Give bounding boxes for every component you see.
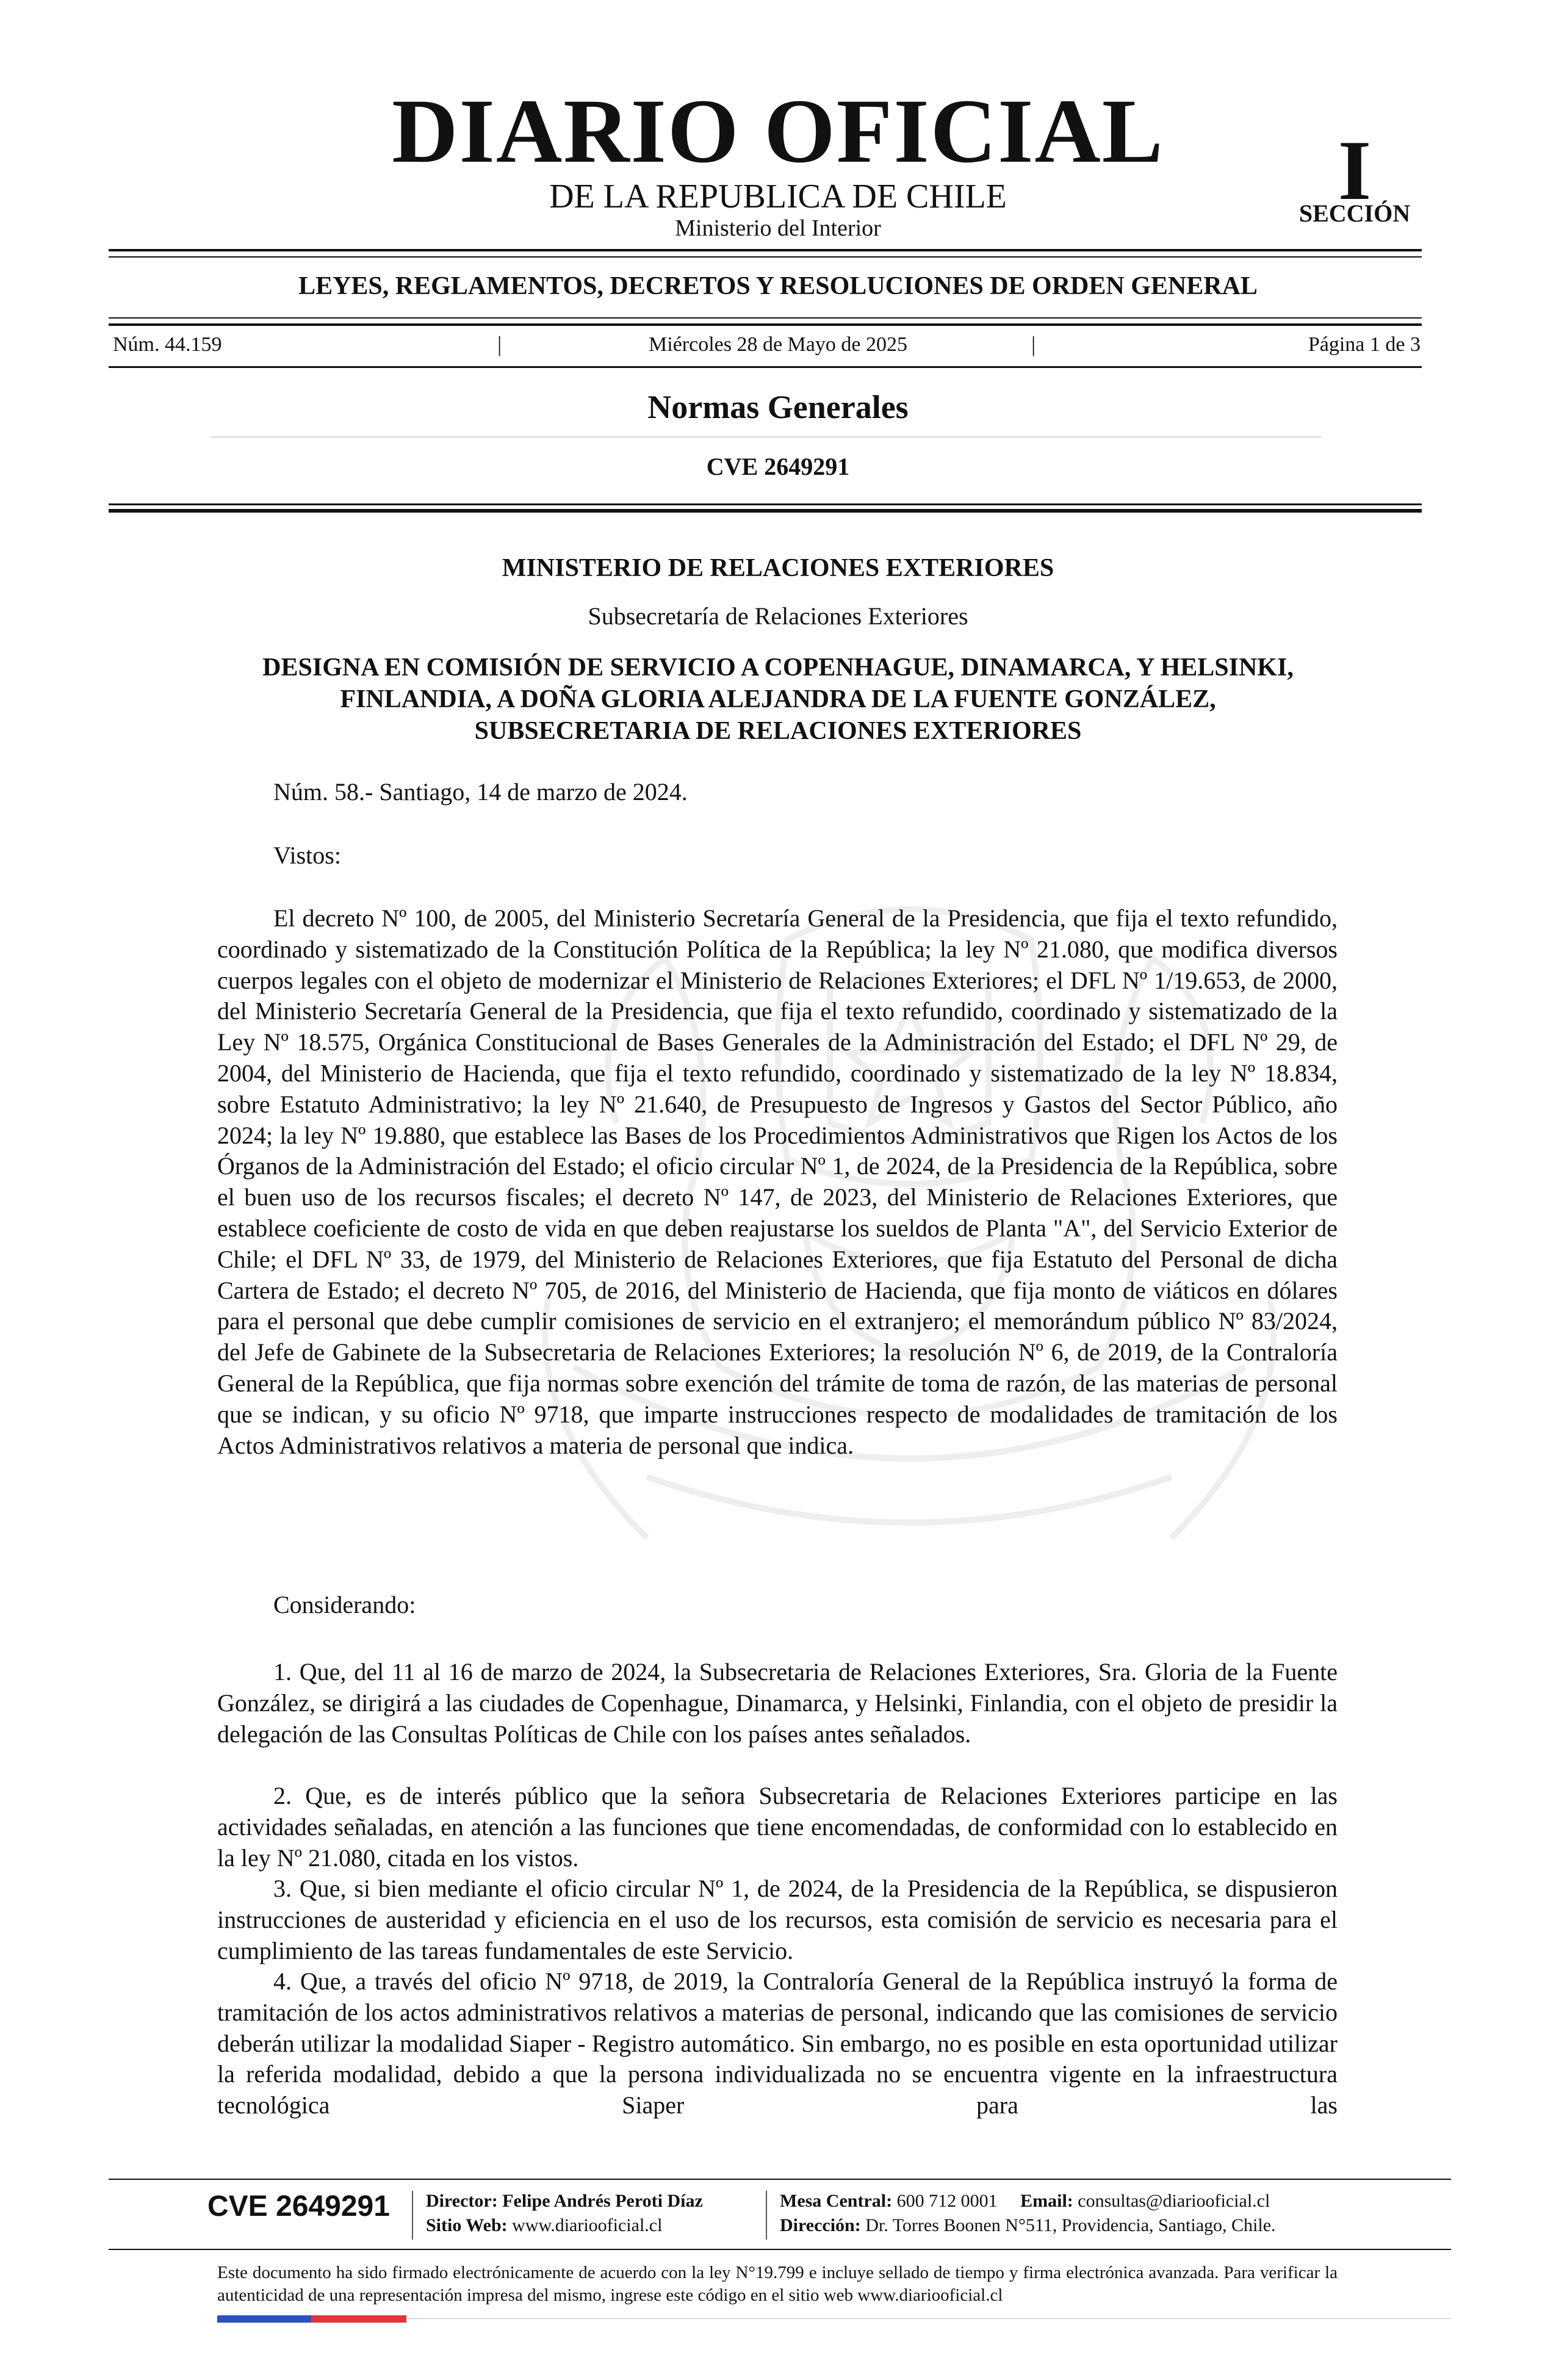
address-value: Dr. Torres Boonen N°511, Providencia, Santiago, Chile. — [865, 2215, 1276, 2235]
cve-code: CVE 2649291 — [706, 453, 850, 480]
website-link[interactable]: www.diariooficial.cl — [512, 2215, 663, 2235]
phone-value: 600 712 0001 — [896, 2191, 998, 2211]
decree-title: DESIGNA EN COMISIÓN DE SERVICIO A COPENHAGUE, DINAMARCA, Y HELSINKI, FINLANDIA, A DOÑA GLORIA ALEJANDRA DE LA FUENTE GONZÁLEZ, SUBSECRETARIA DE RELACIONES EXTERIORES — [262, 654, 1294, 746]
footer-separator — [412, 2191, 413, 2240]
considerando-paragraph: 3. Que, si bien mediante el oficio circular Nº 1, de 2024, de la Presidencia de la República, se dispusieron instrucciones de austeridad y eficiencia en el uso de los recursos, esta comisión de servicio es necesaria para el cumplimiento de las tareas fundamentales de este Servicio. — [217, 1875, 1338, 1964]
considerando-heading: Considerando: — [273, 1591, 416, 1618]
header-rule-thick — [109, 509, 1422, 513]
director-name: Felipe Andrés Peroti Díaz — [502, 2191, 703, 2211]
page-indicator: Página 1 de 3 — [1308, 333, 1421, 356]
email-link[interactable]: consultas@diariooficial.cl — [1078, 2191, 1270, 2211]
footer-website — [426, 2216, 662, 2235]
info-separator: | — [497, 332, 502, 356]
footer-address — [780, 2216, 1276, 2235]
masthead-rule-thin — [109, 256, 1422, 258]
flag-stripe-red — [311, 2315, 406, 2323]
footer-director — [426, 2192, 703, 2210]
category-banner: LEYES, REGLAMENTOS, DECRETOS Y RESOLUCIONES DE ORDEN GENERAL — [298, 272, 1258, 300]
footer-separator — [766, 2191, 767, 2240]
considerando-paragraph: 4. Que, a través del oficio Nº 9718, de 2019, la Contraloría General de la República instruyó la forma de tramitación de los actos administrativos relativos a materias de personal, indicando que las comisiones de servicio deberán utilizar la modalidad Siaper - Registro automático. Sin embargo, no es posible en esta oportunidad utilizar la referida modalidad, debido a que la persona individualizada no se encuentra vigente en la infraestructura tecnológica Siaper para las — [217, 1967, 1338, 2119]
director-label: Director: — [426, 2191, 498, 2211]
phone-label: Mesa Central: — [780, 2191, 893, 2211]
flag-rule — [406, 2318, 1451, 2319]
section-divider — [211, 436, 1321, 438]
vistos-heading: Vistos: — [273, 842, 341, 869]
subsecretariat: Subsecretaría de Relaciones Exteriores — [588, 602, 968, 630]
masthead-subtitle: DE LA REPUBLICA DE CHILE — [549, 178, 1007, 215]
vistos-paragraph: El decreto Nº 100, de 2005, del Ministerio Secretaría General de la Presidencia, que fija el texto refundido, coordinado y sistematizado de la Constitución Política de la República; la ley Nº 21.080, que modifica diversos cuerpos legales con el objeto de modernizar el Ministerio de Relaciones Exteriores; el DFL Nº 1/19.653, de 2000, del Ministerio Secretaría General de la Presidencia, que fija el texto refundido, coordinado y sistematizado de la Ley Nº 18.575, Orgánica Constitucional de Bases Generales de la Administración del Estado; el DFL Nº 29, de 2004, del Ministerio de Hacienda, que fija el texto refundido, coordinado y sistematizado de la ley Nº 18.834, sobre Estatuto Administrativo; la ley Nº 21.640, de Presupuesto de Ingresos y Gastos del Sector Público, año 2024; la ley Nº 19.880, que establece las Bases de los Procedimientos Administrativos que Rigen los Actos de los Órganos de la Administración del Estado; el oficio circular Nº 1, de 2024, de la Presidencia de la República, sobre el buen uso de los recursos fiscales; el decreto Nº 147, de 2023, del Ministerio de Relaciones Exteriores, que establece coeficiente de costo de vida en que deben reajustarse los sueldos de Planta "A", del Servicio Exterior de Chile; el DFL Nº 33, de 1979, del Ministerio de Relaciones Exteriores, que fija Estatuto del Personal de dicha Cartera de Estado; el decreto Nº 705, de 2016, del Ministerio de Hacienda, que fija monto de viáticos en dólares para el personal que debe cumplir comisiones de servicio en el extranjero; el memorándum público Nº 83/2024, del Jefe de Gabinete de la Subsecretaria de Relaciones Exteriores; la resolución Nº 6, de 2019, de la Contraloría General de la República, que fija normas sobre exención del trámite de toma de razón, de las materias de personal que se indican, y su oficio Nº 9718, que imparte instrucciones respecto de modalidades de tramitación de los Actos Administrativos relativos a materia de personal que indica. — [217, 904, 1338, 1459]
masthead-ministry: Ministerio del Interior — [675, 215, 881, 241]
issue-date: Miércoles 28 de Mayo de 2025 — [649, 333, 907, 356]
banner-rule-thin — [109, 317, 1422, 319]
address-label: Dirección: — [780, 2215, 861, 2235]
section-label: SECCIÓN — [1298, 200, 1411, 227]
legal-notice: Este documento ha sido firmado electrónicamente de acuerdo con la ley N°19.799 e incluye sellado de tiempo y firma electrónica avanzada. Para verificar la autenticidad de una representación impresa del mismo, ingrese este código en el sitio web www.diariooficial.cl — [217, 2263, 1338, 2305]
email-label: Email: — [1020, 2191, 1073, 2211]
issue-number: Núm. 44.159 — [113, 333, 222, 356]
considerando-paragraph: 2. Que, es de interés público que la señora Subsecretaria de Relaciones Exteriores participe en las actividades señaladas, en atención a las funciones que tiene encomendadas, de conformidad con lo establecido en la ley Nº 21.080, citada en los vistos. — [217, 1782, 1338, 1872]
issuing-ministry: MINISTERIO DE RELACIONES EXTERIORES — [502, 554, 1054, 582]
flag-stripe-blue — [217, 2315, 311, 2323]
footer-rule-bottom — [109, 2249, 1451, 2250]
banner-rule-thick — [109, 323, 1422, 326]
info-rule — [109, 366, 1422, 368]
footer-contact — [780, 2192, 1270, 2210]
section-heading: Normas Generales — [647, 389, 909, 425]
masthead-rule-thick — [109, 249, 1422, 251]
footer-cve-code: CVE 2649291 — [207, 2190, 390, 2223]
info-separator: | — [1031, 332, 1036, 356]
section-roman-numeral: I — [1338, 123, 1372, 218]
considerando-paragraph: 1. Que, del 11 al 16 de marzo de 2024, la Subsecretaria de Relaciones Exteriores, Sra. Gloria de la Fuente González, se dirigirá a las ciudades de Copenhague, Dinamarca, y Helsinki, Finlandia, con el objeto de presidir la delegación de las Consultas Políticas de Chile con los países antes señalados. — [217, 1658, 1338, 1748]
website-label: Sitio Web: — [426, 2215, 508, 2235]
masthead-title: DIARIO OFICIAL — [392, 81, 1164, 182]
footer-rule-top — [109, 2179, 1451, 2180]
decree-number-line: Núm. 58.- Santiago, 14 de marzo de 2024. — [273, 778, 688, 806]
header-rule-thin — [109, 503, 1422, 505]
